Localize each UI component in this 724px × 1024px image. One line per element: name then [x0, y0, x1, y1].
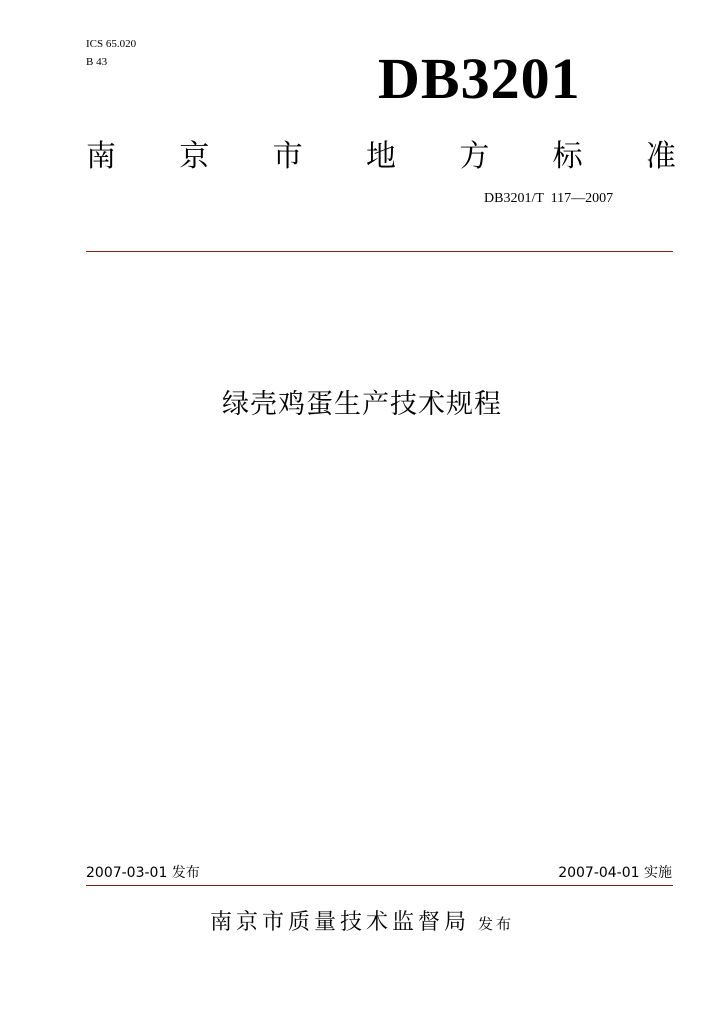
top-divider [86, 251, 673, 252]
bottom-divider [86, 885, 673, 886]
standard-title-char: 市 [272, 139, 303, 174]
standard-title [86, 132, 676, 174]
effective-date: 2007-04-01 实施 [558, 865, 672, 881]
standard-title-char: 京 [179, 139, 210, 174]
standard-title-char: 标 [552, 139, 583, 174]
db-mark: DB3201 [378, 46, 581, 111]
classification-code: B 43 [86, 56, 108, 68]
standard-title-char: 地 [365, 139, 396, 174]
standard-number: DB3201/T 117—2007 [484, 191, 614, 206]
standard-title-char: 南 [86, 139, 116, 174]
document-title: 绿壳鸡蛋生产技术规程 [222, 389, 502, 420]
issue-date: 2007-03-01 发布 [86, 865, 200, 881]
issuer-suffix: 发布 [478, 915, 515, 933]
standard-title-char: 方 [459, 139, 490, 174]
issuer-name: 南京市质量技术监督局 [209, 910, 470, 935]
issuer [0, 905, 724, 936]
ics-code: ICS 65.020 [86, 38, 137, 50]
standard-title-char: 准 [645, 139, 676, 174]
